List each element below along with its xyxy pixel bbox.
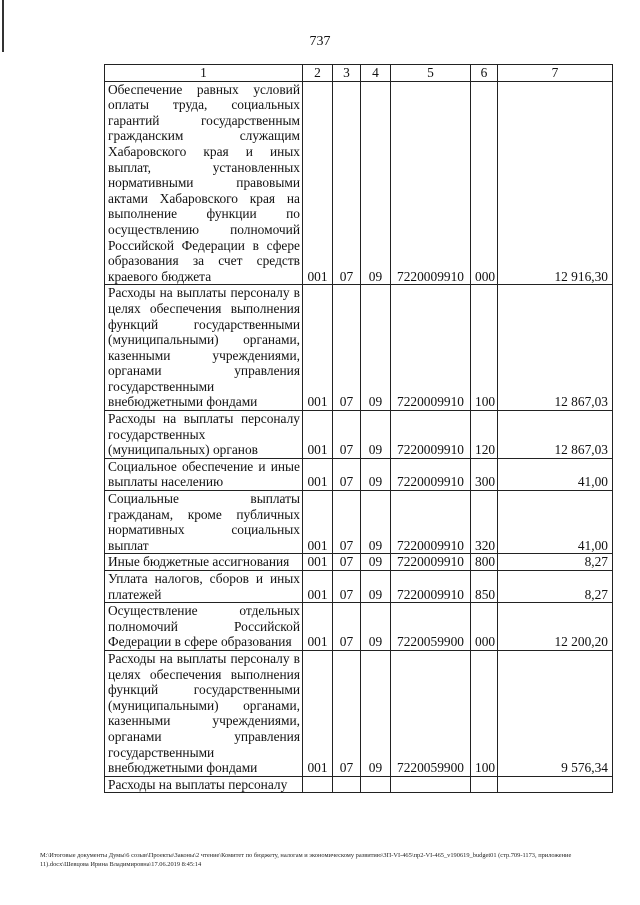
row-col3-cell: 07 (333, 458, 361, 490)
budget-table (104, 64, 613, 793)
row-col4-cell: 09 (361, 603, 391, 651)
row-col6-cell: 800 (471, 554, 498, 571)
row-col6-cell: 000 (471, 81, 498, 285)
table-row (105, 411, 613, 459)
row-name-cell: Расходы на выплаты персоналу в целях обеспечения выполнения функций государственными (муниципальными) органами, казенными учреждениями, органами управления государственными внебюджетными фондами (105, 285, 303, 411)
row-col2-cell: 001 (303, 81, 333, 285)
row-name-cell: Расходы на выплаты персоналу (105, 776, 303, 793)
row-amount-cell (498, 776, 613, 793)
table-row (105, 491, 613, 554)
table-row (105, 650, 613, 776)
row-col4-cell (361, 776, 391, 793)
table-body (105, 65, 613, 793)
row-col2-cell (303, 776, 333, 793)
row-col5-cell: 7220009910 (391, 81, 471, 285)
row-col4-cell: 09 (361, 411, 391, 459)
table-row (105, 554, 613, 571)
row-col2-cell: 001 (303, 650, 333, 776)
row-col2-cell: 001 (303, 554, 333, 571)
row-col4-cell: 09 (361, 81, 391, 285)
row-name-cell: Расходы на выплаты персоналу в целях обеспечения выполнения функций государственными (муниципальными) органами, казенными учреждениями, органами управления государственными внебюджетными фондами (105, 650, 303, 776)
row-col2-cell: 001 (303, 603, 333, 651)
row-col5-cell (391, 776, 471, 793)
row-name-cell: Осуществление отдельных полномочий Российской Федерации в сфере образования (105, 603, 303, 651)
row-amount-cell: 12 867,03 (498, 285, 613, 411)
row-col6-cell: 120 (471, 411, 498, 459)
row-col2-cell: 001 (303, 458, 333, 490)
row-col3-cell: 07 (333, 491, 361, 554)
row-col5-cell: 7220009910 (391, 571, 471, 603)
row-col3-cell: 07 (333, 411, 361, 459)
row-amount-cell: 8,27 (498, 554, 613, 571)
row-col3-cell: 07 (333, 81, 361, 285)
document-footer-path: M:\Итоговые документы Думы\6 созыв\Проекты\Законы\2 чтение\Комитет по бюджету, налогам и экономическому развитию\ЗП-VI-465\пр2-VI-465_v190619_budget01 (стр.709-1173, приложение 11).docx\Шевцова Ирина Владимировна\17.06.2019 8:45:14 (40, 852, 572, 868)
row-col3-cell: 07 (333, 285, 361, 411)
row-col3-cell: 07 (333, 571, 361, 603)
header-col-7: 7 (498, 65, 613, 82)
row-col5-cell: 7220009910 (391, 458, 471, 490)
header-col-1: 1 (105, 65, 303, 82)
row-col2-cell: 001 (303, 411, 333, 459)
row-name-cell: Расходы на выплаты персоналу государственных (муниципальных) органов (105, 411, 303, 459)
table-header-row (105, 65, 613, 82)
row-amount-cell: 8,27 (498, 571, 613, 603)
header-col-6: 6 (471, 65, 498, 82)
row-col6-cell (471, 776, 498, 793)
row-col6-cell: 000 (471, 603, 498, 651)
header-col-2: 2 (303, 65, 333, 82)
table-row (105, 603, 613, 651)
row-amount-cell: 12 867,03 (498, 411, 613, 459)
row-col4-cell: 09 (361, 571, 391, 603)
row-col3-cell: 07 (333, 650, 361, 776)
header-col-3: 3 (333, 65, 361, 82)
row-name-cell: Социальное обеспечение и иные выплаты населению (105, 458, 303, 490)
row-amount-cell: 12 916,30 (498, 81, 613, 285)
row-col5-cell: 7220009910 (391, 554, 471, 571)
row-col2-cell: 001 (303, 491, 333, 554)
page-number: 737 (309, 34, 331, 49)
row-col2-cell: 001 (303, 285, 333, 411)
row-col3-cell: 07 (333, 554, 361, 571)
row-name-cell: Социальные выплаты гражданам, кроме публичных нормативных социальных выплат (105, 491, 303, 554)
row-col6-cell: 320 (471, 491, 498, 554)
row-col6-cell: 100 (471, 650, 498, 776)
table-row (105, 458, 613, 490)
row-amount-cell: 41,00 (498, 458, 613, 490)
row-col4-cell: 09 (361, 554, 391, 571)
row-col4-cell: 09 (361, 491, 391, 554)
row-col3-cell: 07 (333, 603, 361, 651)
table-row (105, 81, 613, 285)
header-col-5: 5 (391, 65, 471, 82)
row-col3-cell (333, 776, 361, 793)
table-row (105, 776, 613, 793)
row-amount-cell: 9 576,34 (498, 650, 613, 776)
row-amount-cell: 41,00 (498, 491, 613, 554)
header-col-4: 4 (361, 65, 391, 82)
row-amount-cell: 12 200,20 (498, 603, 613, 651)
row-name-cell: Уплата налогов, сборов и иных платежей (105, 571, 303, 603)
row-col6-cell: 100 (471, 285, 498, 411)
row-col5-cell: 7220009910 (391, 285, 471, 411)
row-col5-cell: 7220059900 (391, 650, 471, 776)
row-col4-cell: 09 (361, 650, 391, 776)
row-name-cell: Обеспечение равных условий оплаты труда, социальных гарантий государственным гражданским служащим Хабаровского края и иных выплат, установленных нормативными правовыми актами Хабаровского края на выполнение функции по осуществлению полномочий Российской Федерации в сфере образования за счет средств краевого бюджета (105, 81, 303, 285)
row-col4-cell: 09 (361, 458, 391, 490)
row-col6-cell: 300 (471, 458, 498, 490)
row-col5-cell: 7220009910 (391, 411, 471, 459)
table-row (105, 285, 613, 411)
row-col5-cell: 7220009910 (391, 491, 471, 554)
row-name-cell: Иные бюджетные ассигнования (105, 554, 303, 571)
row-col2-cell: 001 (303, 571, 333, 603)
table-row (105, 571, 613, 603)
row-col4-cell: 09 (361, 285, 391, 411)
row-col5-cell: 7220059900 (391, 603, 471, 651)
row-col6-cell: 850 (471, 571, 498, 603)
